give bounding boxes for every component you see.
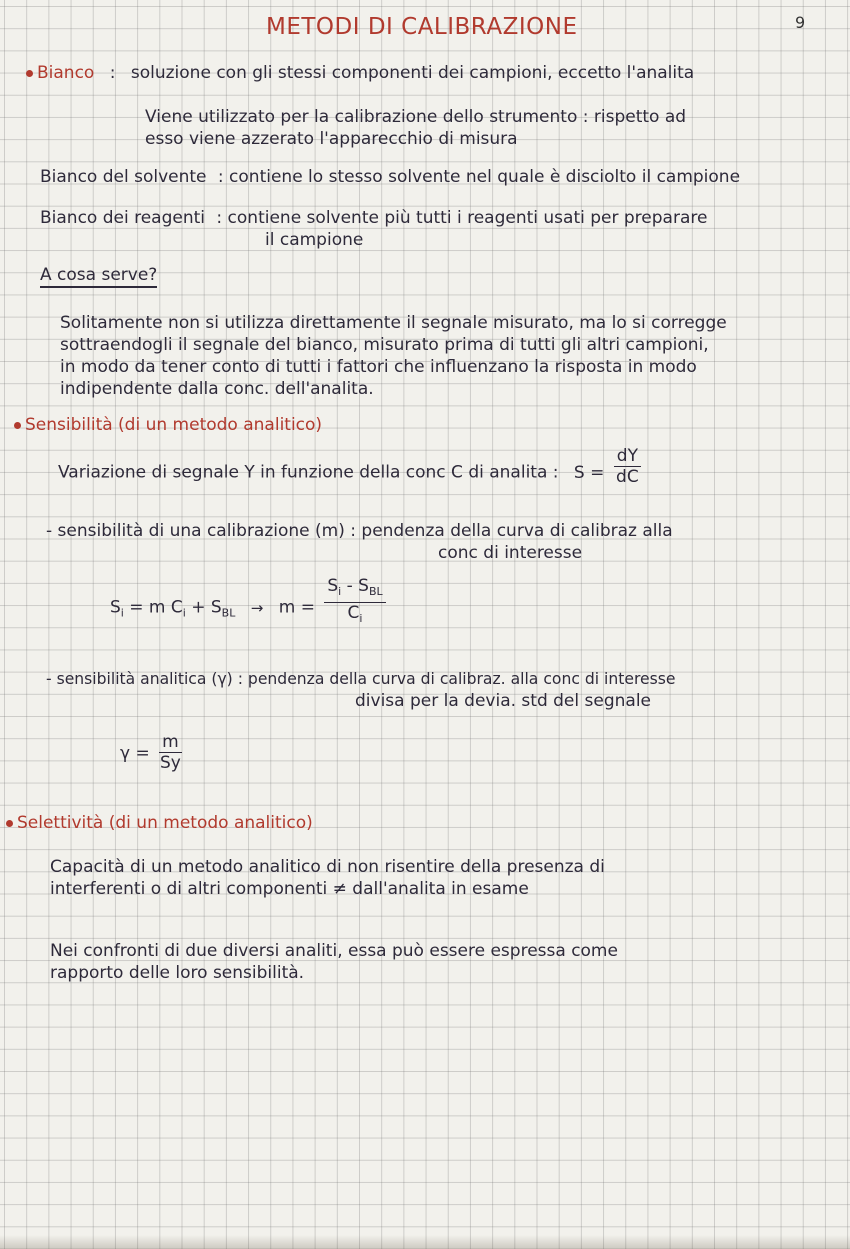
- eq-m-denominator: [324, 603, 385, 629]
- selettivita-heading: [6, 812, 313, 834]
- eq-num-minus: - S: [346, 576, 369, 596]
- eq-m: m =: [278, 597, 315, 618]
- a-cosa-serve-text: A cosa serve?: [40, 265, 157, 288]
- sensibilita-analitica-line1: - sensibilità analitica (γ) : pendenza della curva di calibraz. alla conc di interesse: [46, 670, 676, 688]
- eq-ci-sub: i: [182, 606, 186, 620]
- sensibilita-intro-row: [58, 446, 641, 487]
- a-cosa-serve-line4: indipendente dalla conc. dell'analita.: [60, 379, 374, 399]
- bianco-sep: :: [109, 63, 116, 83]
- eq-m-fraction: [324, 576, 385, 629]
- sensibilita-calibrazione-line1: - sensibilità di una calibrazione (m) : pendenza della curva di calibraz alla: [46, 521, 673, 541]
- selettivita-heading-text: Selettività (di un metodo analitico): [17, 813, 313, 833]
- eq-num-bl-sub: BL: [368, 585, 383, 598]
- eq-den-c: C: [347, 603, 360, 623]
- bianco-definition: soluzione con gli stessi componenti dei campioni, eccetto l'analita: [130, 63, 695, 83]
- eq-m-numerator: [324, 576, 385, 603]
- formula-numerator: dY: [614, 446, 641, 467]
- gamma-equation: [120, 734, 182, 773]
- gamma-denominator: Sy: [159, 753, 181, 773]
- eq-num-s: S: [327, 576, 339, 596]
- a-cosa-serve-line3: in modo da tener conto di tutti i fattori che influenzano la risposta in modo: [60, 357, 697, 377]
- formula-denominator: dC: [616, 467, 639, 487]
- selettivita-line4: rapporto delle loro sensibilità.: [50, 963, 305, 983]
- bullet-icon: [6, 820, 13, 827]
- sensibilita-heading-text: Sensibilità (di un metodo analitico): [25, 415, 323, 435]
- gamma-numerator: m: [159, 732, 182, 753]
- selettivita-line3: Nei confronti di due diversi analiti, essa può essere espressa come: [50, 941, 618, 961]
- calibration-equation: [110, 576, 386, 629]
- bianco-reagenti-label: Bianco dei reagenti: [40, 208, 206, 228]
- sensibilita-heading: [14, 414, 322, 436]
- bianco-solvente-label: Bianco del solvente: [40, 167, 207, 187]
- bianco-reagenti-row: [40, 207, 707, 229]
- page-number: 9: [795, 13, 806, 32]
- eq-si: S: [110, 597, 121, 618]
- gamma-fraction: [159, 732, 182, 773]
- bianco-usage-line2: esso viene azzerato l'apparecchio di misura: [145, 129, 518, 149]
- a-cosa-serve-line1: Solitamente non si utilizza direttamente il segnale misurato, ma lo si corregge: [60, 313, 727, 333]
- a-cosa-serve-heading: [40, 264, 157, 286]
- sensibilita-formula-lhs: S =: [573, 462, 605, 483]
- selettivita-line1: Capacità di un metodo analitico di non risentire della presenza di: [50, 857, 605, 877]
- selettivita-line2: interferenti o di altri componenti ≠ dall'analita in esame: [50, 879, 529, 899]
- eq-den-sub: i: [359, 612, 363, 625]
- eq-num-sub: i: [338, 585, 342, 598]
- bullet-icon: [14, 422, 21, 429]
- eq-sbl: + S: [191, 597, 222, 618]
- bianco-row: [26, 62, 694, 84]
- bianco-reagenti-text2: il campione: [265, 230, 364, 250]
- sensibilita-intro: Variazione di segnale Y in funzione della conc C di analita :: [58, 462, 559, 483]
- a-cosa-serve-line2: sottraendogli il segnale del bianco, misurato prima di tutti gli altri campioni,: [60, 335, 709, 355]
- sensibilita-formula-fraction: [614, 446, 641, 487]
- page-title: METODI DI CALIBRAZIONE: [266, 14, 578, 40]
- bianco-label: Bianco: [37, 63, 95, 83]
- eq-mci: = m C: [129, 597, 183, 618]
- bianco-usage-line1: Viene utilizzato per la calibrazione dello strumento : rispetto ad: [145, 107, 687, 127]
- page-edge-shadow: [0, 1235, 850, 1249]
- eq-sbl-sub: BL: [221, 606, 236, 620]
- eq-si-sub: i: [120, 606, 124, 620]
- gamma-lhs: γ =: [120, 743, 150, 764]
- sensibilita-calibrazione-line2: conc di interesse: [438, 543, 583, 563]
- bianco-solvente-text: : contiene lo stesso solvente nel quale è disciolto il campione: [217, 167, 741, 187]
- bianco-solvente-row: [40, 166, 740, 188]
- bullet-icon: [26, 70, 33, 77]
- sensibilita-analitica-line2: divisa per la devia. std del segnale: [355, 691, 651, 711]
- bianco-reagenti-text1: : contiene solvente più tutti i reagenti usati per preparare: [216, 208, 708, 228]
- arrow-icon: →: [250, 598, 264, 617]
